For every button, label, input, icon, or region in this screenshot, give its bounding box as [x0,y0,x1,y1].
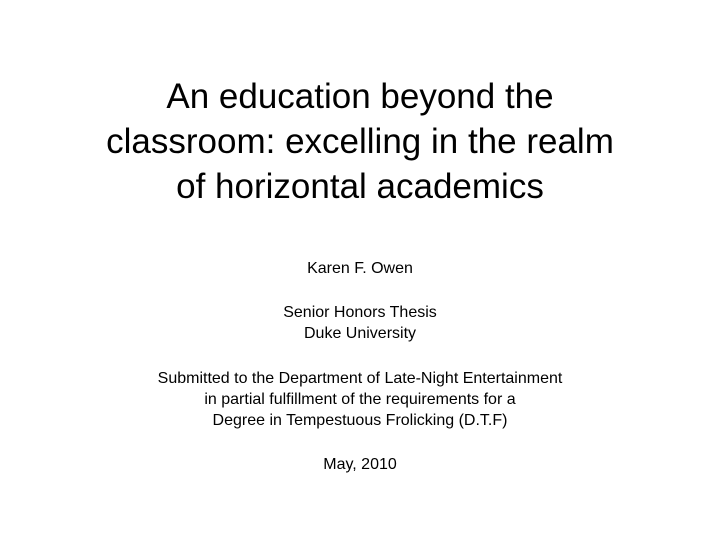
submission-line-3: Degree in Tempestuous Frolicking (D.T.F) [212,412,508,429]
thesis-title [0,74,720,209]
title-line-1: An education beyond the [166,77,554,116]
submission-line-2: in partial fulfillment of the requirements for a [204,391,516,408]
date: May, 2010 [323,456,397,473]
thesis-type: Senior Honors Thesis [283,304,437,321]
author-name: Karen F. Owen [307,260,413,277]
submission-line-1: Submitted to the Department of Late-Night Entertainment [157,370,563,387]
institution: Duke University [303,325,417,342]
title-line-3: of horizontal academics [176,167,544,206]
title-line-2: classroom: excelling in the realm [106,122,614,161]
